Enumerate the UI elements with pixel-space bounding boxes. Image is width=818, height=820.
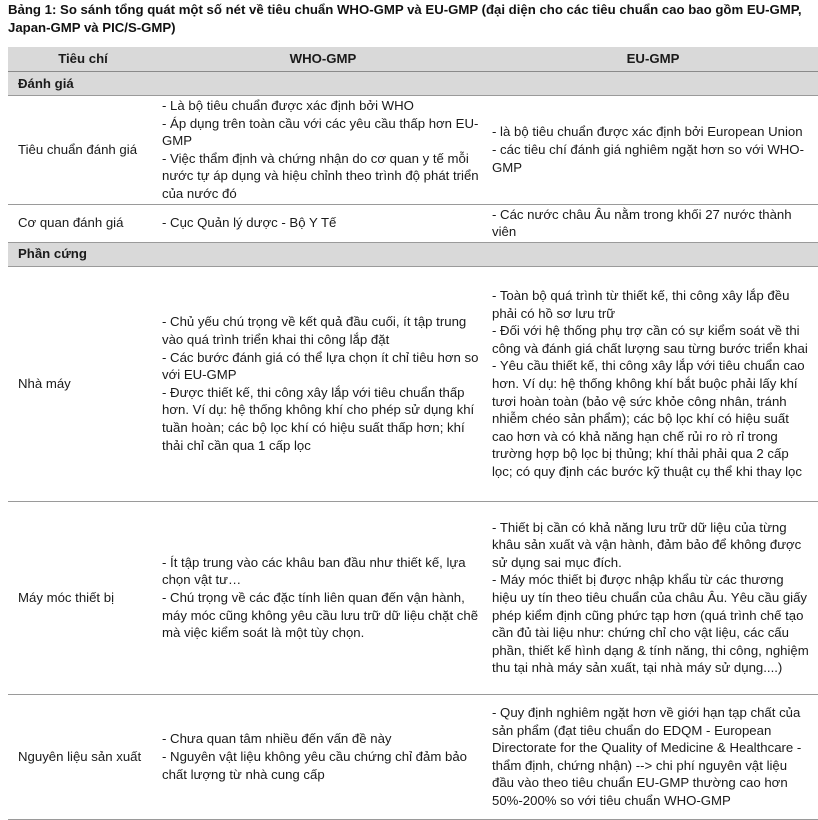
- bullet-item: - Thiết bị cần có khả năng lưu trữ dữ liệu của từng khâu sản xuất và vận hành, đảm bảo để không được sử dụng sai mục đích.: [492, 519, 802, 570]
- bullet-item: - Yêu cầu thiết kế, thi công xây lắp với tiêu chuẩn cao hơn. Ví dụ: hệ thống không khí bắt buộc phải lấy khí tươi hoàn toàn (bảo vệ sức khỏe công nhân, tránh nhiễm chéo sản phẩm); các bộ lọc khí có hiệu suất cao hơn và có khả năng hạn chế rủi ro rò rỉ trong trường hợp bộ lọc bị thủng; khí thải phải qua 2 cấp lọc; có quy định các bước kỹ thuật cụ thể khi thay lọc: [492, 358, 805, 479]
- bullet-item: - Máy móc thiết bị được nhập khẩu từ các thương hiệu uy tín theo tiêu chuẩn của châu Âu. Yêu cầu giấy phép kiểm định cũng phức tạp hơn (quá trình chế tạo cần đủ tài liệu như: chứng chỉ cho vật liệu, các cấu phần, thiết kế hình dạng & tính năng, thi công, nghiệm thu tại nhà máy sản xuất, tại nhà máy sử dụng....): [492, 572, 809, 676]
- bullet-item: - Chủ yếu chú trọng về kết quả đầu cuối, ít tập trung vào quá trình triển khai thi công lắp đặt: [162, 314, 467, 347]
- header-who-gmp: WHO-GMP: [158, 47, 488, 72]
- bullet-item: - Ít tập trung vào các khâu ban đầu như thiết kế, lựa chọn vật tư…: [162, 554, 466, 588]
- eu-gmp-cell: [488, 501, 818, 694]
- bullet-item: - các tiêu chí đánh giá nghiêm ngặt hơn so với WHO-GMP: [492, 141, 804, 175]
- who-gmp-cell: [158, 96, 488, 205]
- table-row: [8, 96, 818, 205]
- bullet-item: - Quy định nghiêm ngặt hơn về giới hạn tạp chất của sản phẩm (đạt tiêu chuẩn do EDQM - European Directorate for the Quality of Medicine & Healthcare - thẩm định, chứng nhận) --> chi phí nguyên vật liệu đầu vào theo tiêu chuẩn EU-GMP thường cao hơn 50%-200% so với tiêu chuẩn WHO-GMP: [492, 704, 802, 808]
- bullet-item: - Đối với hệ thống phụ trợ cần có sự kiểm soát về thi công và đánh giá chất lượng sau từng bước triển khai: [492, 323, 808, 356]
- bullet-item: - Được thiết kế, thi công xây lắp với tiêu chuẩn thấp hơn. Ví dụ: hệ thống không khí cho phép sử dụng khí tuần hoàn; các bộ lọc khí có hiệu suất thấp hơn; khí thải chỉ cần qua 1 cấp lọc: [162, 384, 475, 453]
- bullet-item: - Các bước đánh giá có thể lựa chọn ít chỉ tiêu hơn so với EU-GMP: [162, 349, 479, 383]
- bullet-item: - Áp dụng trên toàn cầu với các yêu cầu thấp hơn EU-GMP: [162, 115, 479, 149]
- bullet-item: - Các nước châu Âu nằm trong khối 27 nước thành viên: [492, 206, 792, 240]
- bullet-item: - Là bộ tiêu chuẩn được xác định bởi WHO: [162, 98, 414, 113]
- criterion-cell: Nhà máy: [8, 266, 158, 501]
- eu-gmp-cell: [488, 96, 818, 205]
- who-gmp-cell: [158, 266, 488, 501]
- header-eu-gmp: EU-GMP: [488, 47, 818, 72]
- bullet-item: - là bộ tiêu chuẩn được xác định bởi European Union: [492, 124, 803, 140]
- section-title: Đánh giá: [8, 72, 818, 96]
- section-row-danh-gia: [8, 72, 818, 96]
- criterion-cell: Nguyên liệu sản xuất: [8, 694, 158, 819]
- section-title: Phần cứng: [8, 242, 818, 266]
- bullet-item: - Chưa quan tâm nhiều đến vấn đề này: [162, 731, 392, 747]
- bullet-item: - Nguyên vật liệu không yêu cầu chứng chỉ đảm bảo chất lượng từ nhà cung cấp: [162, 748, 467, 782]
- table-row: [8, 694, 818, 819]
- table-row: [8, 501, 818, 694]
- who-gmp-cell: [158, 501, 488, 694]
- criterion-cell: Cơ quan đánh giá: [8, 204, 158, 242]
- bullet-item: - Chú trọng về các đặc tính liên quan đến vận hành, máy móc cũng không yêu cầu lưu trữ dữ liệu chặt chẽ mà việc kiểm soát là một tùy chọn.: [162, 589, 479, 641]
- criterion-cell: Tiêu chuẩn đánh giá: [8, 96, 158, 205]
- who-gmp-cell: [158, 204, 488, 242]
- criterion-cell: Máy móc thiết bị: [8, 501, 158, 694]
- bullet-item: - Cục Quản lý dược - Bộ Y Tế: [162, 215, 337, 231]
- header-row: [8, 47, 818, 72]
- bullet-item: - Việc thẩm định và chứng nhận do cơ quan y tế mỗi nước tự áp dụng và hiệu chỉnh theo trình độ phát triển của nước đó: [162, 150, 479, 201]
- section-row-phan-cung: [8, 242, 818, 266]
- comparison-table: [8, 47, 818, 820]
- eu-gmp-cell: [488, 694, 818, 819]
- table-caption: Bảng 1: So sánh tổng quát một số nét về tiêu chuẩn WHO-GMP và EU-GMP (đại diện cho các tiêu chuẩn cao bao gồm EU-GMP, Japan-GMP và PIC/S-GMP): [8, 2, 802, 35]
- header-criterion: Tiêu chí: [8, 47, 158, 72]
- table-row: [8, 204, 818, 242]
- who-gmp-cell: [158, 694, 488, 819]
- eu-gmp-cell: [488, 204, 818, 242]
- eu-gmp-cell: [488, 266, 818, 501]
- table-row: [8, 266, 818, 501]
- bullet-item: - Toàn bộ quá trình từ thiết kế, thi công xây lắp đều phải có hồ sơ lưu trữ: [492, 287, 790, 321]
